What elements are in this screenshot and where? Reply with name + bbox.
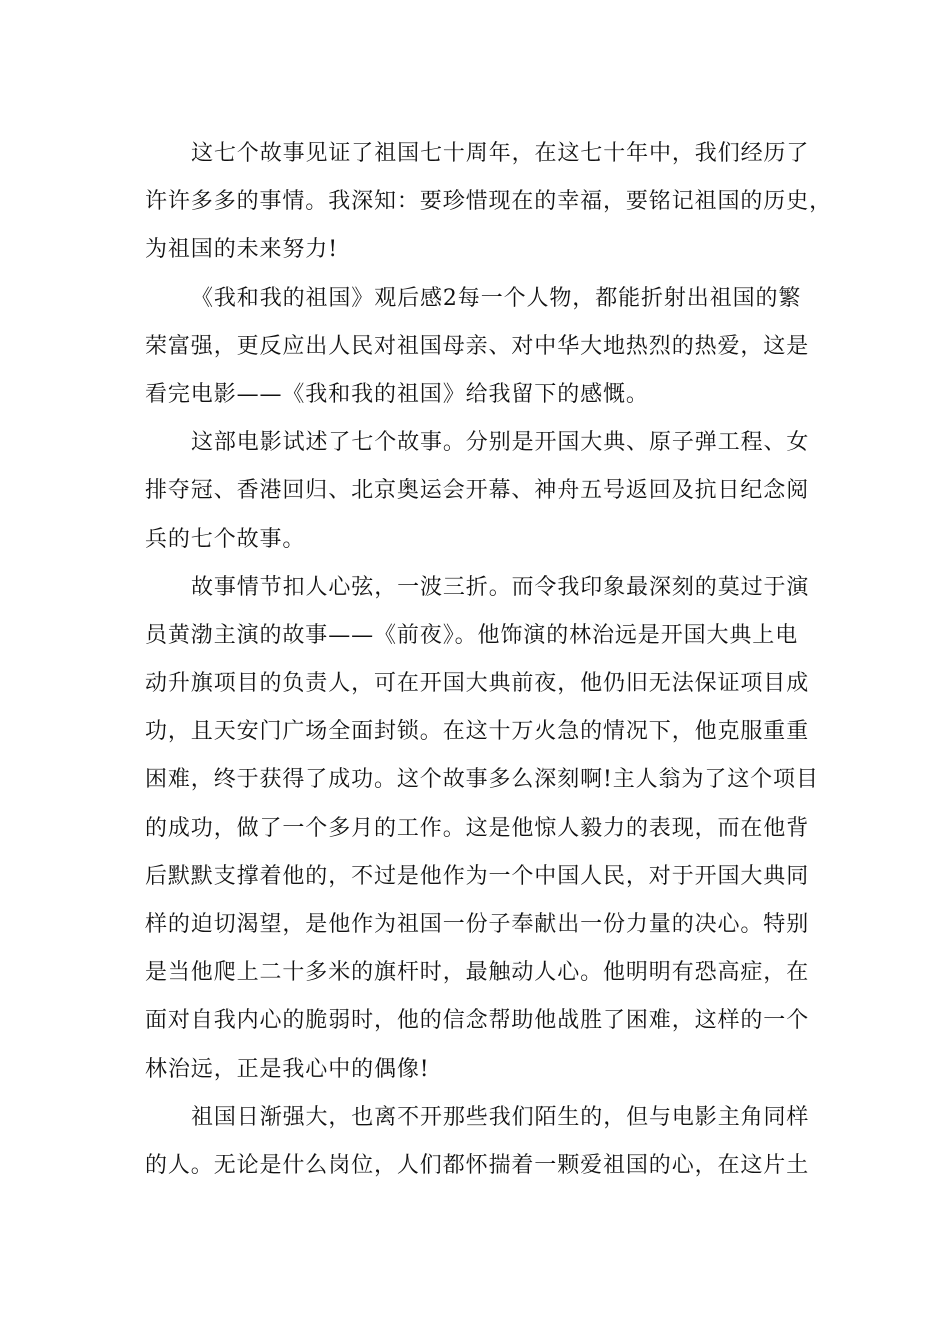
paragraph-4 bbox=[145, 564, 819, 1094]
text-line: 荣富强，更反应出人民对祖国母亲、对中华大地热烈的热爱，这是 bbox=[145, 333, 810, 359]
text-line: 面对自我内心的脆弱时，他的信念帮助他战胜了困难，这样的一个 bbox=[145, 1008, 810, 1034]
text-line: 员黄渤主演的故事——《前夜》。他饰演的林治远是开国大典上电 bbox=[145, 622, 799, 648]
text-line: 这七个故事见证了祖国七十周年，在这七十年中，我们经历了 bbox=[191, 141, 810, 166]
text-line: 兵的七个故事。 bbox=[145, 526, 306, 552]
text-line: 许许多多的事情。我深知：要珍惜现在的幸福，要铭记祖国的历史， bbox=[145, 189, 833, 215]
paragraph-2 bbox=[145, 275, 810, 420]
text-line: 样的迫切渴望，是他作为祖国一份子奉献出一份力量的决心。特别 bbox=[145, 912, 810, 937]
text-line: 为祖国的未来努力! bbox=[145, 237, 338, 263]
text-line: 后默默支撑着他的，不过是他作为一个中国人民，对于开国大典同 bbox=[145, 863, 810, 889]
document-body bbox=[145, 130, 833, 1190]
text-line: 的人。无论是什么岗位，人们都怀揣着一颗爱祖国的心，在这片土 bbox=[145, 1152, 810, 1178]
text-line: 是当他爬上二十多米的旗杆时，最触动人心。他明明有恐高症，在 bbox=[145, 960, 810, 986]
text-line: 看完电影——《我和我的祖国》给我留下的感慨。 bbox=[145, 381, 649, 407]
text-line: 功，且天安门广场全面封锁。在这十万火急的情况下，他克服重重 bbox=[145, 719, 810, 745]
text-line: 祖国日渐强大，也离不开那些我们陌生的，但与电影主角同样 bbox=[191, 1104, 810, 1130]
text-line: 《我和我的祖国》观后感2每一个人物，都能折射出祖国的繁 bbox=[191, 285, 802, 311]
text-line: 故事情节扣人心弦，一波三折。而令我印象最深刻的莫过于演 bbox=[191, 574, 810, 600]
text-line: 困难，终于获得了成功。这个故事多么深刻啊!主人翁为了这个项目 bbox=[145, 767, 819, 793]
paragraph-5 bbox=[145, 1094, 810, 1190]
text-line: 动升旗项目的负责人，可在开国大典前夜，他仍旧无法保证项目成 bbox=[145, 671, 810, 697]
paragraph-1 bbox=[145, 130, 833, 275]
text-line: 林治远，正是我心中的偶像! bbox=[145, 1056, 430, 1082]
text-line: 这部电影试述了七个故事。分别是开国大典、原子弹工程、女 bbox=[191, 430, 810, 456]
text-line: 的成功，做了一个多月的工作。这是他惊人毅力的表现，而在他背 bbox=[145, 815, 810, 841]
paragraph-3 bbox=[145, 419, 810, 564]
text-line: 排夺冠、香港回归、北京奥运会开幕、神舟五号返回及抗日纪念阅 bbox=[145, 478, 810, 504]
